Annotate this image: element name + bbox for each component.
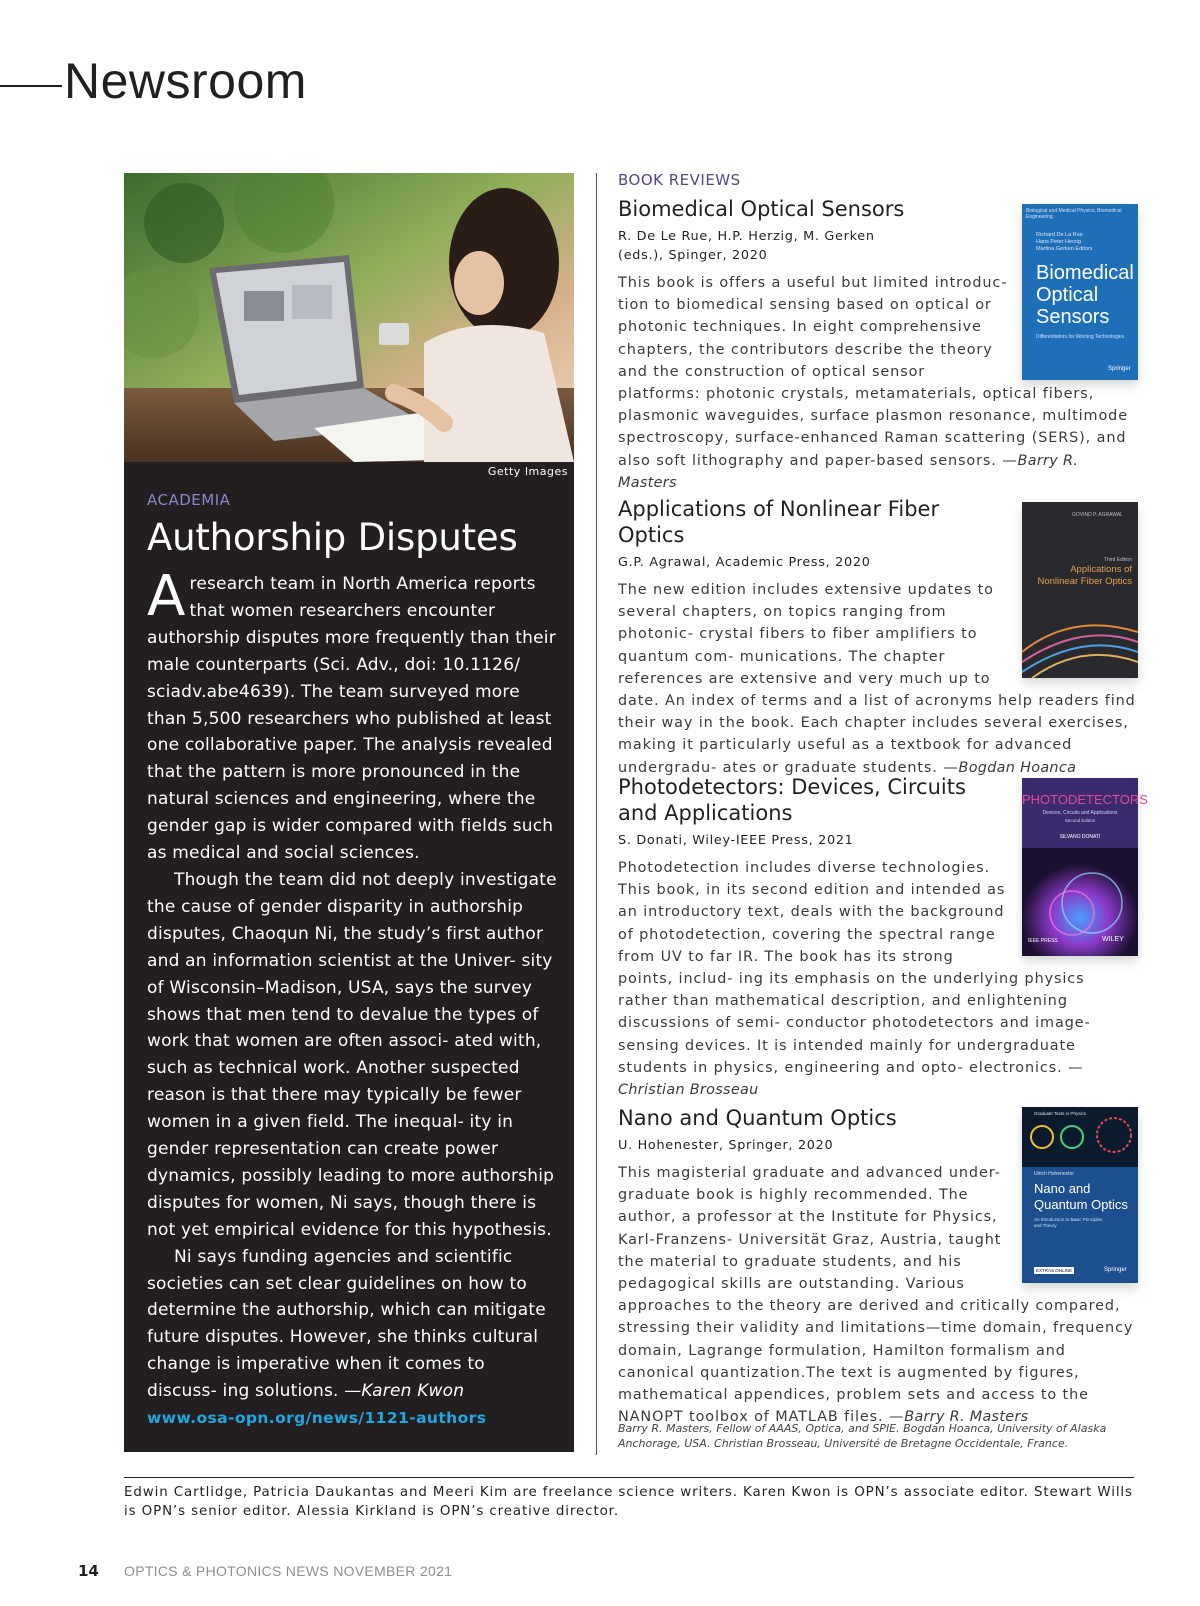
feature-paragraph-1-text: research team in North America reports that women researchers encounter authorship disputes more frequently than their male counterparts (Sci. Adv., doi: 10.1126/ sciadv.abe4639). The team surveyed more than 5,500 researchers who published at least one collaborative paper. The analysis revealed that the pattern is more pronounced in the natural sciences and engineering, where the gender gap is wider compared with fields such as medical and social sciences. [147, 574, 556, 864]
review-title: Nano and Quantum Optics [618, 1106, 897, 1130]
cover-publisher: WILEY [1102, 936, 1124, 943]
cover-title [1028, 564, 1132, 588]
review-meta: S. Donati, Wiley-IEEE Press, 2021 [618, 833, 854, 848]
cover-subtitle: Differentiators for Winning Technologies [1036, 334, 1125, 340]
feature-panel [124, 173, 574, 1452]
review-item [618, 774, 1148, 1101]
reviewer: Barry R. Masters [618, 452, 1079, 491]
review-body: This magisterial graduate and advanced under- graduate book is highly recommended. The author, a professor at the Institute for Physics, Karl-Franzens- Universität Graz, Austria, taught the material to graduate students, and his pedagogical skills are outstanding. Various approaches to the theory are derived and critically compared, stressing their validity and limitations—time domain, frequency domain, Lagrange formulation, Hamilton formalism and canonical quantization.The text is augmented by figures, mathematical appendices, problem sets and access to the NANOPT toolbox of MATLAB files. — [618, 1165, 1134, 1426]
review-meta: U. Hohenester, Springer, 2020 [618, 1138, 834, 1153]
feature-byline: Karen Kwon [361, 1381, 465, 1402]
cover-subtitle: Devices, Circuits and Applications [1042, 810, 1118, 816]
photo-illustration [124, 173, 574, 462]
review-item [618, 496, 1138, 779]
feature-paragraph [147, 1244, 559, 1405]
cover-nano-quantum-optics [1022, 1107, 1138, 1283]
column-divider [596, 173, 597, 1455]
cover-publisher: Springer [1108, 366, 1131, 372]
review-meta: G.P. Agrawal, Academic Press, 2020 [618, 555, 871, 570]
cover-publisher: IEEE PRESS [1028, 938, 1058, 944]
feature-paragraph [147, 564, 559, 867]
feature-title: Authorship Disputes [147, 516, 518, 559]
feature-link[interactable]: www.osa-opn.org/news/1121-authors [147, 1409, 487, 1428]
reviews-kicker: BOOK REVIEWS [618, 171, 741, 189]
review-title: Applications of Nonlinear Fiber Optics [618, 497, 940, 547]
section-title: Newsroom [64, 53, 307, 109]
contributor-credits: Edwin Cartlidge, Patricia Daukantas and Meeri Kim are freelance science writers. Karen Kwon is OPN’s associate editor. Stewart Wills is OPN’s senior editor. Alessia Kirkland is OPN’s creative director. [124, 1485, 1133, 1519]
page-number: 14 [78, 1562, 99, 1580]
book-cover [1022, 1107, 1138, 1283]
cover-title-line: Applications of [1070, 564, 1132, 575]
book-cover [1022, 204, 1138, 380]
cover-art [1022, 502, 1138, 678]
feature-body [147, 564, 559, 1432]
photo-credit: Getty Images [487, 465, 568, 478]
cover-title-line: Sensors [1036, 306, 1110, 328]
cover-biomedical-optical-sensors [1022, 204, 1138, 380]
review-item [618, 1105, 1138, 1428]
cover-title-line: Nano and [1034, 1181, 1091, 1196]
review-body: This book is offers a useful but limited introduc- tion to biomedical sensing based on optical or photonic techniques. In eight comprehensive chapters, the contributors describe the theory and the construction of optical sensor platforms: photonic crystals, metamaterials, optical fibers, plasmonic waveguides, surface plasmon resonance, multimode spectroscopy, surface-enhanced Raman scattering (SERS), and also soft lithography and paper-based sensors. — [618, 275, 1128, 469]
cover-badge: EXTRAS ONLINE [1036, 1268, 1073, 1273]
credits-rule [124, 1477, 1134, 1478]
cover-title [1034, 1181, 1138, 1213]
cover-series: Graduate Texts in Physics [1034, 1111, 1086, 1116]
masthead-rule [0, 85, 62, 87]
book-cover [1022, 778, 1148, 956]
drop-cap: A [147, 564, 186, 629]
feature-photo [124, 173, 574, 462]
cover-edition: Second Edition [1064, 818, 1096, 823]
cover-title [1036, 262, 1138, 328]
review-title: Biomedical Optical Sensors [618, 197, 905, 221]
cover-nonlinear-fiber-optics [1022, 502, 1138, 678]
cover-author: SILVANO DONATI [1059, 834, 1101, 840]
review-meta: R. De Le Rue, H.P. Herzig, M. Gerken (eds.), Spinger, 2020 [618, 229, 875, 263]
reviewer: Barry R. Masters [904, 1409, 1029, 1426]
cover-title-line: Optical [1036, 284, 1099, 306]
cover-title-line: Biomedical [1036, 262, 1134, 284]
review-title: Photodetectors: Devices, Circuits and Applications [618, 775, 966, 825]
publication-line: OPTICS & PHOTONICS NEWS NOVEMBER 2021 [124, 1563, 453, 1579]
cover-author: Ulrich Hohenester [1034, 1171, 1075, 1177]
cover-publisher: Springer [1104, 1267, 1127, 1273]
cover-subtitle: An Introduction to Basic Principles and Theory [1034, 1217, 1103, 1228]
review-body: Photodetection includes diverse technologies. This book, in its second edition and intended as an introductory text, deals with the background of photodetection, covering the spectral range from UV to far IR. The book has its strong points, includ- ing its emphasis on the underlying physics rather than mathematical description, and enlightening discussions of semi- conductor photodetectors and image-sensing devices. It is intended mainly for undergraduate students in physics, engineering and opto- electronics. — [618, 860, 1091, 1076]
reviewer: Christian Brosseau [618, 1082, 759, 1099]
cover-author: GOVIND P. AGRAWAL [1072, 512, 1123, 518]
review-body: The new edition includes extensive updates to several chapters, on topics ranging from photonic- crystal fibers to fiber amplifiers to quantum com- munications. The chapter references are extensive and very much up to date. An index of terms and a list of acronyms help readers find their way in the book. Each chapter includes several exercises, making it particularly useful as a textbook for advanced undergradu- ates or graduate students. — [618, 582, 1136, 776]
book-cover [1022, 502, 1138, 678]
feature-paragraph: Though the team did not deeply investigate the cause of gender disparity in authorship disputes, Chaoqun Ni, the study’s first author and an information scientist at the Univer- sity of Wisconsin–Madison, USA, says the survey shows that men tend to devalue the types of work that women are often associ- ated with, such as technical work. Another suspected reason is that there may typically be fewer women in a given field. The inequal- ity in gender representation can create power dynamics, possibly leading to more authorship disputes for women, Ni says, though there is not yet empirical evidence for this hypothesis. [147, 869, 557, 1240]
review-item [618, 196, 1138, 494]
cover-series: Biological and Medical Physics, Biomedical Engineering [1026, 208, 1122, 220]
cover-editors: Richard De La Rue Hans Peter Herzig Martina Gerken Editors [1036, 232, 1093, 252]
cover-title-line: Quantum Optics [1034, 1197, 1128, 1212]
cover-title-line: Nonlinear Fiber Optics [1037, 576, 1132, 587]
reviews-footnote: Barry R. Masters, Fellow of AAAS, Optica, and SPIE. Bogdan Hoanca, University of Alaska Anchorage, USA. Christian Brosseau, Université de Bretagne Occidentale, France. [618, 1422, 1107, 1450]
reviewer: Bogdan Hoanca [958, 759, 1077, 776]
cover-photodetectors [1022, 778, 1148, 956]
cover-edition: Third Edition [1103, 557, 1132, 563]
feature-paragraph-3-text: Ni says funding agencies and scientific societies can set clear guidelines on how to determine the authorship, which can mitigate future disputes. However, she thinks cultural change is imperative when it comes to discuss- ing solutions. — [147, 1246, 546, 1402]
feature-kicker: ACADEMIA [147, 491, 231, 509]
cover-title: PHOTODETECTORS [1022, 792, 1148, 807]
